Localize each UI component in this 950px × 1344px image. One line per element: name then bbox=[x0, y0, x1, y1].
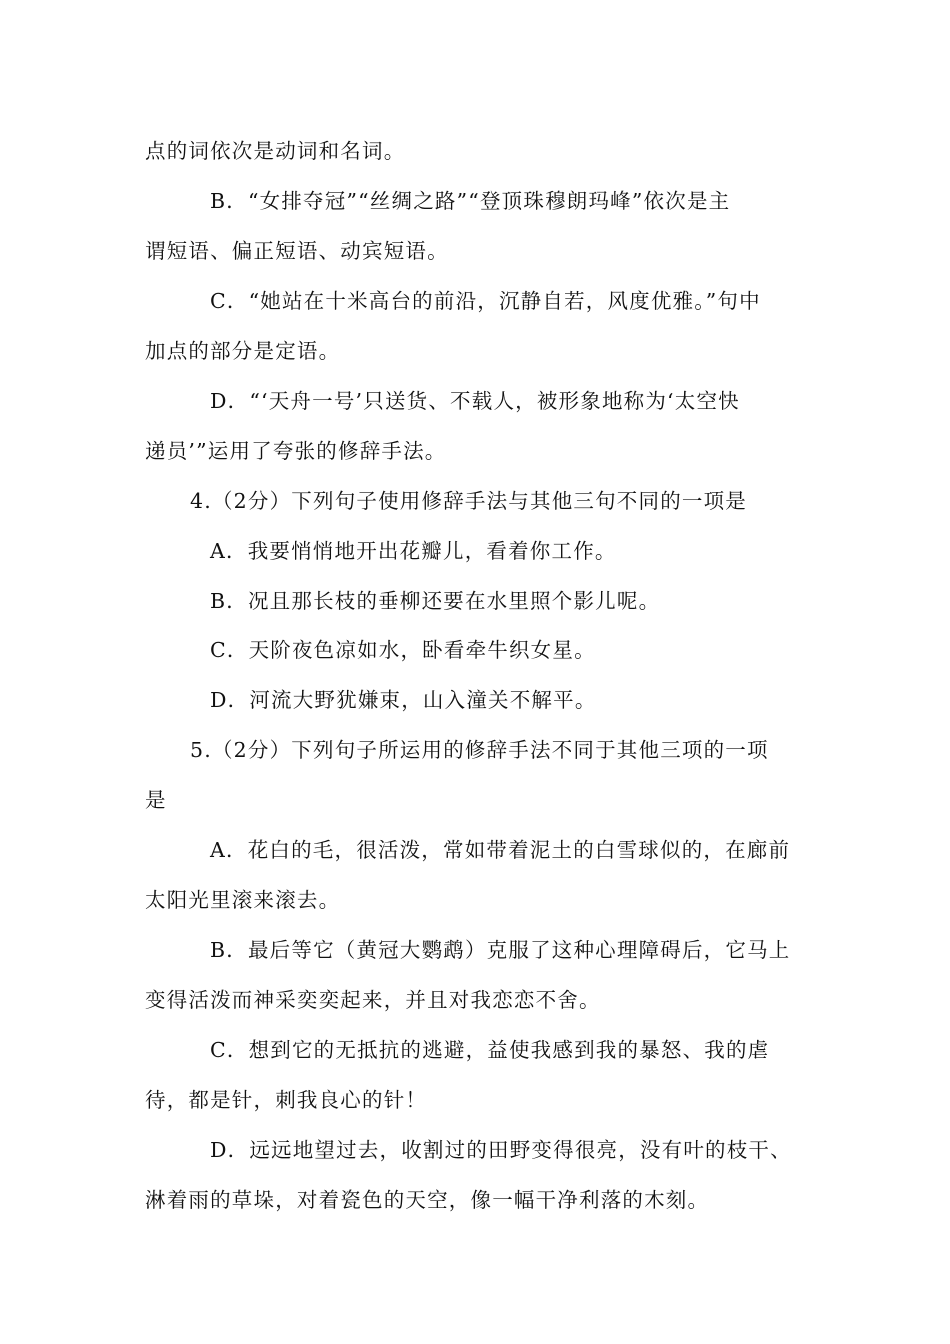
q3-option-c-line2: 加点的部分是定语。 bbox=[145, 339, 341, 363]
q3-option-d-line1: D．“‘天舟一号’只送货、不载人，被形象地称为‘太空快 bbox=[210, 389, 740, 413]
q4-option-d: D．河流大野犹嫌束，山入潼关不解平。 bbox=[210, 688, 597, 712]
q5-option-d-line1: D．远远地望过去，收割过的田野变得很亮，没有叶的枝干、 bbox=[210, 1138, 792, 1162]
q5-option-c-line2: 待，都是针，刺我良心的针！ bbox=[145, 1088, 428, 1112]
q3-option-b-line1: B．“女排夺冠”“丝绸之路”“登顶珠穆朗玛峰”依次是主 bbox=[210, 189, 731, 213]
q5-stem-line1: 5.（2分）下列句子所运用的修辞手法不同于其他三项的一项 bbox=[190, 738, 769, 762]
q5-option-d-line2: 淋着雨的草垛，对着瓷色的天空，像一幅干净利落的木刻。 bbox=[145, 1188, 710, 1212]
q5-option-a-line2: 太阳光里滚来滚去。 bbox=[145, 888, 341, 912]
q5-option-b-line2: 变得活泼而神采奕奕起来，并且对我恋恋不舍。 bbox=[145, 988, 601, 1012]
q4-option-c: C．天阶夜色凉如水，卧看牵牛织女星。 bbox=[210, 638, 596, 662]
q4-option-a: A．我要悄悄地开出花瓣儿，看着你工作。 bbox=[210, 539, 617, 563]
q4-option-b: B．况且那长枝的垂柳还要在水里照个影儿呢。 bbox=[210, 589, 661, 613]
q3-stem-tail: 点的词依次是动词和名词。 bbox=[145, 139, 406, 163]
q3-option-b-line2: 谓短语、偏正短语、动宾短语。 bbox=[145, 239, 449, 263]
q3-option-c-line1: C．“她站在十米高台的前沿，沉静自若，风度优雅。”句中 bbox=[210, 289, 761, 313]
q5-option-c-line1: C．想到它的无抵抗的逃避，益使我感到我的暴怒、我的虐 bbox=[210, 1038, 770, 1062]
q5-option-b-line1: B．最后等它（黄冠大鹦鹉）克服了这种心理障碍后，它马上 bbox=[210, 938, 791, 962]
q3-option-d-line2: 递员’”运用了夸张的修辞手法。 bbox=[145, 439, 447, 463]
q5-option-a-line1: A．花白的毛，很活泼，常如带着泥土的白雪球似的，在廊前 bbox=[210, 838, 791, 862]
q4-stem: 4.（2分）下列句子使用修辞手法与其他三句不同的一项是 bbox=[190, 489, 748, 513]
q5-stem-line2: 是 bbox=[145, 788, 167, 812]
